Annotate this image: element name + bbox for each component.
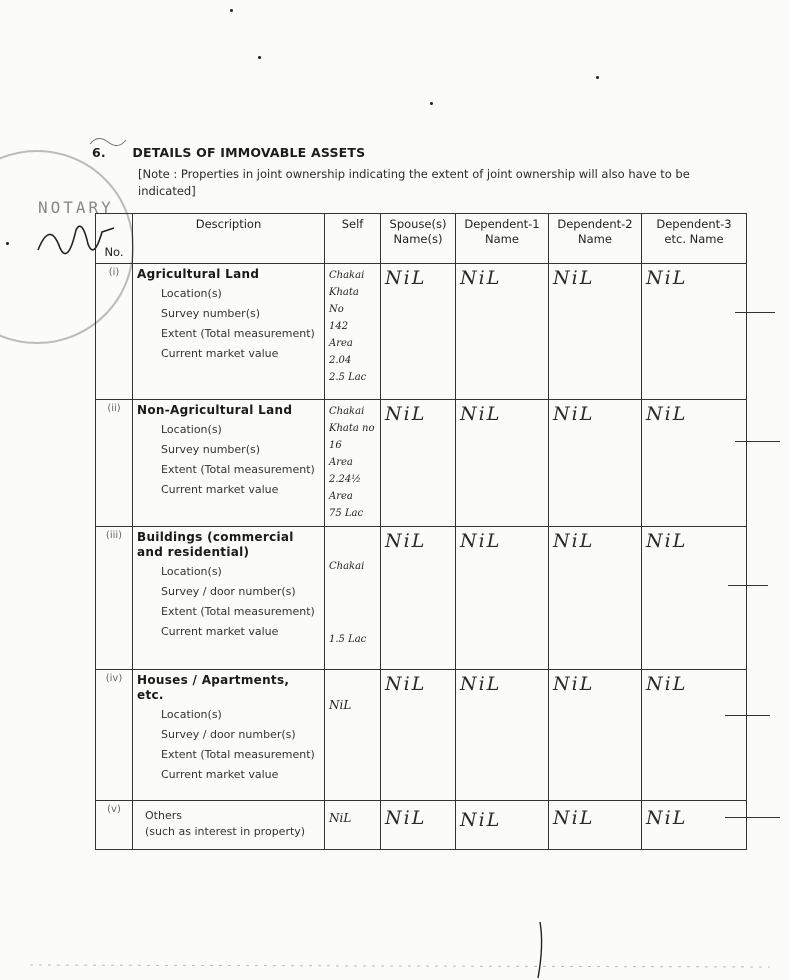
category-title: Houses / Apartments, etc. — [137, 673, 290, 702]
handwritten-line: 2.04 — [329, 355, 352, 366]
field-label: Survey / door number(s) — [161, 728, 296, 741]
field-label: Others — [145, 809, 182, 822]
handwritten-dash — [725, 817, 780, 818]
row-index: (iii) — [96, 527, 133, 670]
field-label: Survey number(s) — [161, 307, 261, 320]
table-row — [96, 801, 747, 850]
self-value — [325, 400, 381, 527]
field-label: Location(s) — [161, 708, 222, 721]
spouse-value: NiL — [381, 264, 456, 400]
header-spouse: Spouse(s) Name(s) — [381, 214, 456, 264]
handwritten-line: NiL — [329, 698, 352, 712]
scan-speck — [258, 56, 261, 59]
row-description — [133, 527, 325, 670]
row-index: (ii) — [96, 400, 133, 527]
scan-speck — [430, 102, 433, 105]
spouse-value: NiL — [381, 400, 456, 527]
category-title: Agricultural Land — [137, 267, 260, 281]
header-dependent-3: Dependent-3 etc. Name — [642, 214, 747, 264]
handwritten-line: Chakai — [329, 406, 365, 417]
section-title: DETAILS OF IMMOVABLE ASSETS — [132, 145, 366, 160]
handwritten-line: Khata no — [329, 423, 375, 434]
dependent-3-value: NiL — [642, 527, 747, 670]
dependent-1-value: NiL — [456, 670, 549, 801]
field-label: Extent (Total measurement) — [161, 463, 315, 476]
handwritten-line: 16 — [329, 440, 342, 451]
dependent-3-value: NiL — [642, 801, 747, 850]
self-value — [325, 801, 381, 850]
spouse-value: NiL — [381, 670, 456, 801]
header-dependent-2: Dependent-2 Name — [549, 214, 642, 264]
handwritten-line: Chakai — [329, 270, 365, 281]
row-description — [133, 801, 325, 850]
handwritten-line: 2.5 Lac — [329, 372, 367, 383]
header-dependent-1: Dependent-1 Name — [456, 214, 549, 264]
spouse-value: NiL — [381, 527, 456, 670]
header-no: No. — [96, 214, 133, 264]
field-label: Current market value — [161, 768, 279, 781]
self-value — [325, 670, 381, 801]
handwritten-line: Khata No — [329, 287, 359, 315]
self-value — [325, 264, 381, 400]
dependent-3-value: NiL — [642, 400, 747, 527]
handwritten-dash — [728, 585, 768, 586]
handwritten-line: 2.24½ — [329, 474, 361, 485]
handwritten-line: Area — [329, 457, 353, 468]
row-index: (iv) — [96, 670, 133, 801]
dependent-2-value: NiL — [549, 264, 642, 400]
field-label: Survey number(s) — [161, 443, 261, 456]
self-value — [325, 527, 381, 670]
handwritten-line: 142 — [329, 321, 349, 332]
section-heading — [92, 145, 365, 160]
dependent-1-value: NiL — [456, 801, 549, 850]
handwritten-line: Area — [329, 491, 353, 502]
dependent-2-value: NiL — [549, 527, 642, 670]
handwritten-line: Chakai — [329, 561, 365, 572]
immovable-assets-table — [95, 213, 747, 850]
field-label: Survey / door number(s) — [161, 585, 296, 598]
field-label: Extent (Total measurement) — [161, 327, 315, 340]
section-number: 6. — [92, 145, 106, 160]
handwritten-line: Area — [329, 338, 353, 349]
header-self: Self — [325, 214, 381, 264]
row-description — [133, 264, 325, 400]
table-row — [96, 400, 747, 527]
dependent-2-value: NiL — [549, 801, 642, 850]
table-row — [96, 670, 747, 801]
table-header-row — [96, 214, 747, 264]
field-label: Current market value — [161, 483, 279, 496]
field-label: (such as interest in property) — [145, 825, 306, 838]
dependent-1-value: NiL — [456, 400, 549, 527]
handwritten-line: 75 Lac — [329, 508, 364, 519]
handwritten-line: NiL — [329, 811, 352, 825]
field-label: Current market value — [161, 625, 279, 638]
table-row — [96, 264, 747, 400]
handwritten-line: 1.5 Lac — [329, 634, 367, 645]
field-label: Current market value — [161, 347, 279, 360]
field-label: Extent (Total measurement) — [161, 605, 315, 618]
header-description: Description — [133, 214, 325, 264]
scan-speck — [596, 76, 599, 79]
table-row — [96, 527, 747, 670]
category-title: Non-Agricultural Land — [137, 403, 293, 417]
dependent-2-value: NiL — [549, 400, 642, 527]
handwritten-dash — [725, 715, 770, 716]
dependent-3-value: NiL — [642, 264, 747, 400]
category-title: Buildings (commercial and residential) — [137, 530, 294, 559]
dependent-3-value: NiL — [642, 670, 747, 801]
row-index: (v) — [96, 801, 133, 850]
row-description — [133, 670, 325, 801]
handwritten-dash — [735, 441, 780, 442]
field-label: Extent (Total measurement) — [161, 748, 315, 761]
scan-speck — [230, 9, 233, 12]
scan-noise-line — [0, 955, 789, 975]
dependent-1-value: NiL — [456, 264, 549, 400]
field-label: Location(s) — [161, 287, 222, 300]
row-index: (i) — [96, 264, 133, 400]
row-description — [133, 400, 325, 527]
field-label: Location(s) — [161, 423, 222, 436]
spouse-value: NiL — [381, 801, 456, 850]
section-note: [Note : Properties in joint ownership indicating the extent of joint ownership will also have to be indicated] — [138, 167, 690, 198]
field-label: Location(s) — [161, 565, 222, 578]
stamp-word: NOTARY — [38, 198, 114, 217]
handwritten-dash — [735, 312, 775, 313]
dependent-1-value: NiL — [456, 527, 549, 670]
dependent-2-value: NiL — [549, 670, 642, 801]
